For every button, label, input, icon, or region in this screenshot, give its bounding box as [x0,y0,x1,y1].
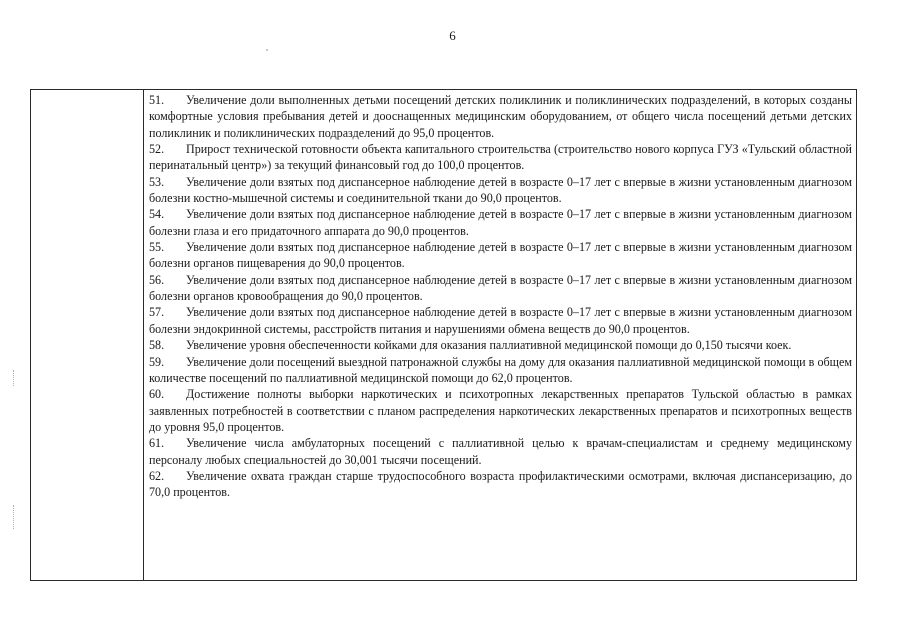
list-item [149,337,852,353]
item-number: 51. [149,93,165,107]
table-text-column [145,90,856,580]
item-text: Достижение полноты выборки наркотических и психотропных лекарственных препаратов Тульской областью в рамках заявленных потребностей в соответствии с планом распределения наркотических лекарственных препаратов и психотропных веществ до уровня 95,0 процентов. [149,387,852,434]
list-item [149,468,852,501]
scan-margin-mark [13,370,15,386]
scan-speck [266,49,268,51]
scan-margin-mark [13,505,15,529]
item-number: 54. [149,207,165,222]
item-number: 59. [149,354,165,369]
list-item [149,435,852,468]
list-item [149,386,852,435]
item-text: Увеличение уровня обеспеченности койками для оказания паллиативной медицинской помощи до 0,150 тысячи коек. [186,338,792,353]
item-text: Увеличение доли взятых под диспансерное наблюдение детей в возрасте 0–17 лет с впервые в жизни установленным диагнозом болезни глаза и его придаточного аппарата до 90,0 процентов. [149,207,852,238]
list-item [149,174,852,207]
item-text: Увеличение доли взятых под диспансерное наблюдение детей в возрасте 0–17 лет с впервые в жизни установленным диагнозом болезни органов пищеварения до 90,0 процентов. [149,240,852,271]
item-text: Прирост технической готовности объекта капитального строительства (строительство нового корпуса ГУЗ «Тульский областной перинатальный центр») за текущий финансовый год до 100,0 процентов. [149,142,852,173]
item-number: 53. [149,174,165,189]
list-item [149,206,852,239]
item-text: Увеличение доли выполненных детьми посещений детских поликлиник и поликлинических подразделений, в которых созданы комфортные условия пребывания детей и дооснащенных медицинским оборудованием, от общего числа посещений детьми детских поликлиник и поликлинических подразделений до 95,0 процентов. [149,93,852,140]
list-item [149,304,852,337]
item-text: Увеличение доли посещений выездной патронажной службы на дому для оказания паллиативной медицинской помощи в общем количестве посещений по паллиативной медицинской помощи до 62,0 процентов. [149,354,852,385]
list-item [149,141,852,174]
item-number: 62. [149,468,165,483]
page-number: 6 [449,28,456,43]
item-number: 61. [149,436,165,451]
item-number: 56. [149,272,165,287]
item-number: 57. [149,305,165,320]
item-text: Увеличение доли взятых под диспансерное наблюдение детей в возрасте 0–17 лет с впервые в жизни установленным диагнозом болезни эндокринной системы, расстройств питания и нарушениями обмена веществ до 90,0 процентов. [149,305,852,336]
list-item [149,354,852,387]
document-table [30,89,857,581]
list-item [149,239,852,272]
item-text: Увеличение числа амбулаторных посещений с паллиативной целью к врачам-специалистам и среднему медицинскому персоналу любых специальностей до 30,001 тысячи посещений. [149,436,852,467]
item-number: 52. [149,142,165,157]
item-text: Увеличение доли взятых под диспансерное наблюдение детей в возрасте 0–17 лет с впервые в жизни установленным диагнозом болезни костно-мышечной системы и соединительной ткани до 90,0 процентов. [149,174,852,206]
item-text: Увеличение охвата граждан старше трудоспособного возраста профилактическими осмотрами, включая диспансеризацию, до 70,0 процентов. [149,468,852,500]
item-number: 55. [149,240,165,255]
table-empty-column [31,90,144,580]
item-number: 60. [149,387,165,402]
item-text: Увеличение доли взятых под диспансерное наблюдение детей в возрасте 0–17 лет с впервые в жизни установленным диагнозом болезни органов кровообращения до 90,0 процентов. [149,272,852,304]
list-item [149,272,852,305]
list-item [149,92,852,141]
item-number: 58. [149,338,165,353]
